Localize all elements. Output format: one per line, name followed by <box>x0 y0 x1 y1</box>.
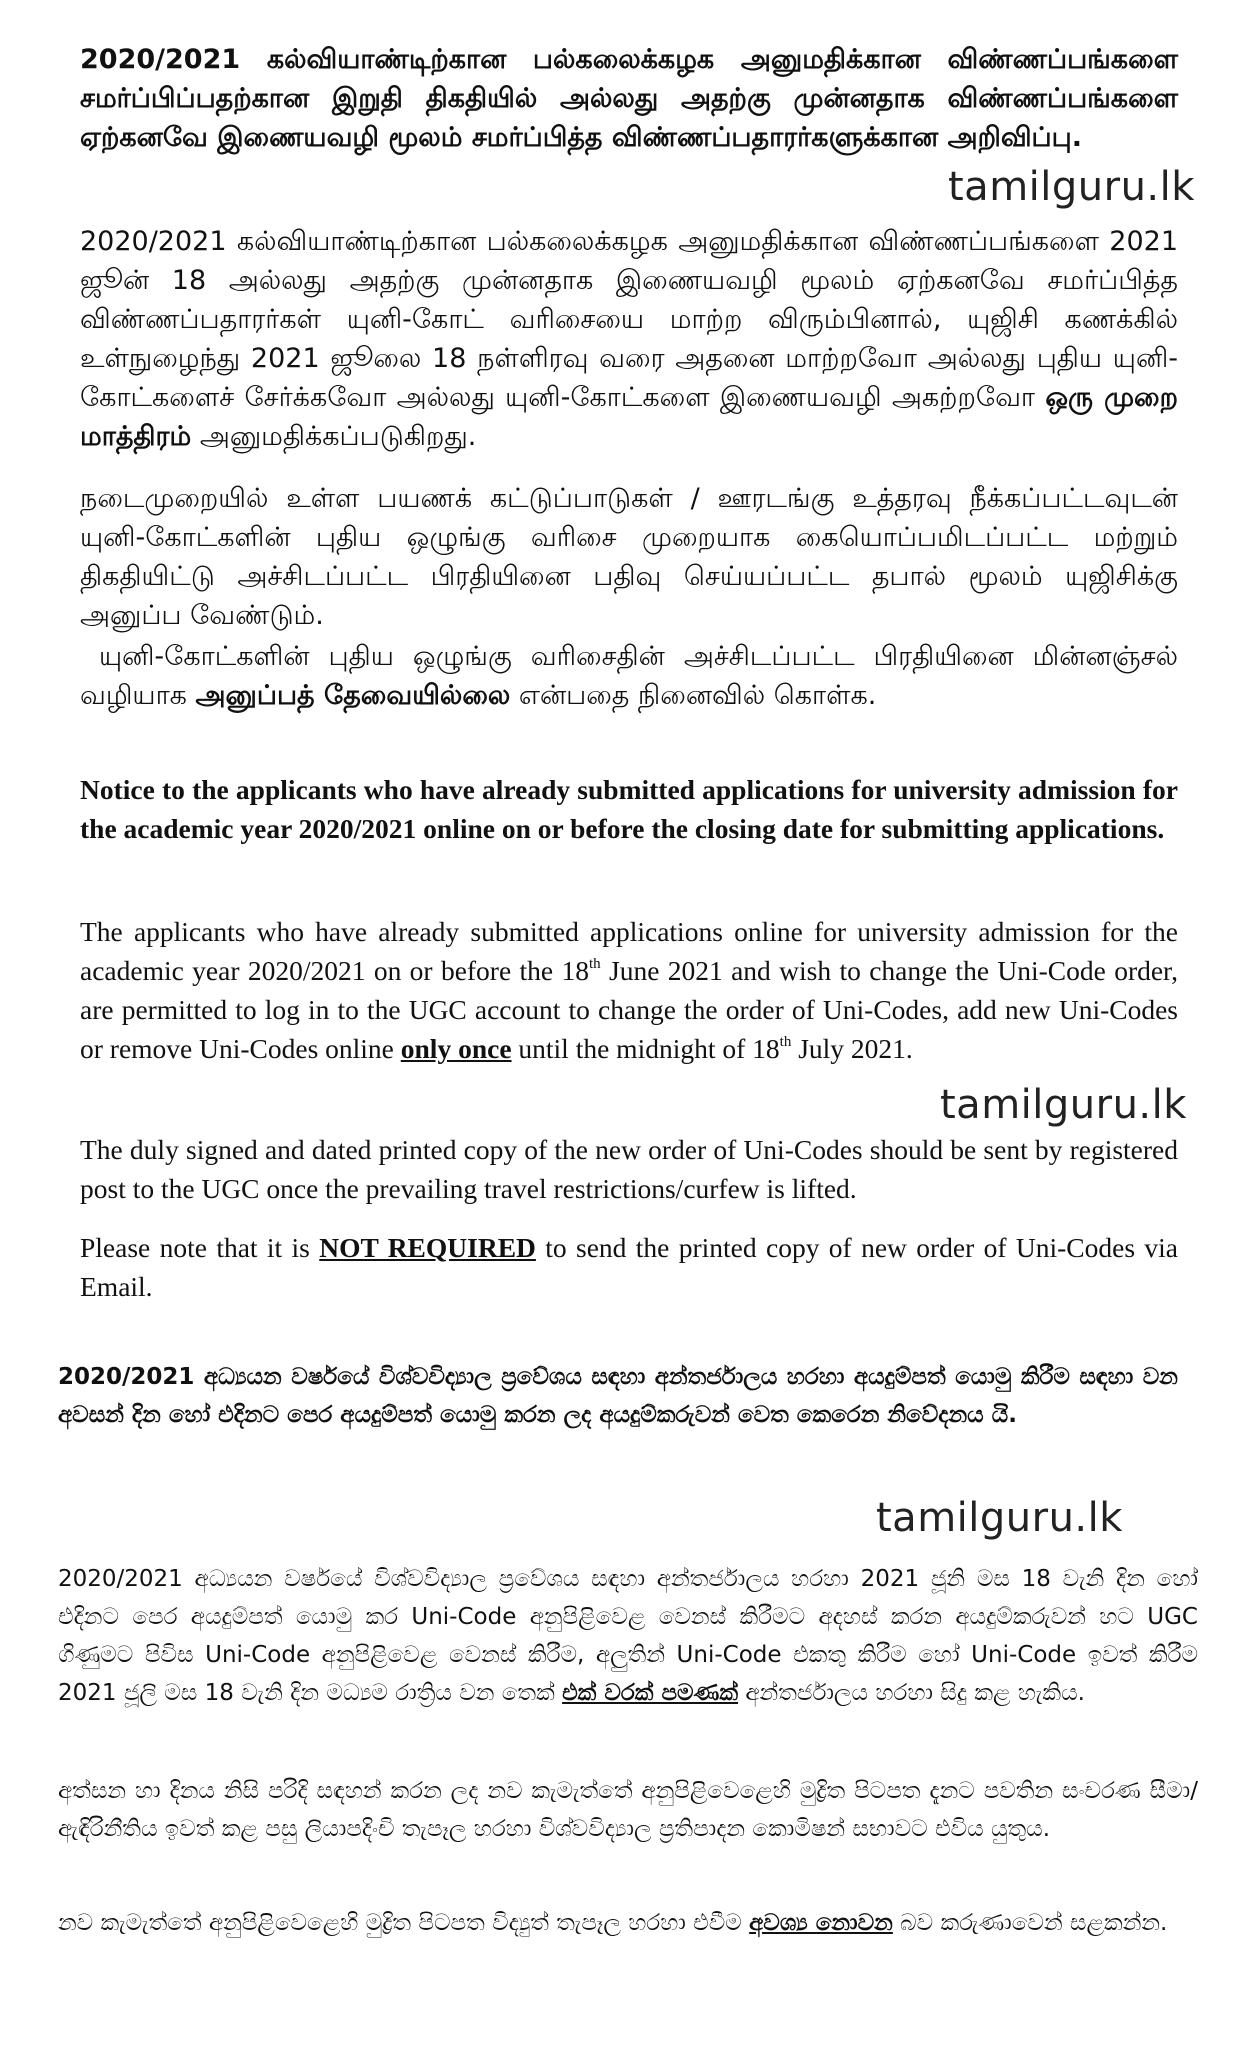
tamil-paragraph-1 <box>80 222 1178 456</box>
tamil-p1-text: 2020/2021 கல்வியாண்டிற்கான பல்கலைக்கழக அனுமதிக்கான விண்ணப்பங்களை 2021 ஜூன் 18 அல்லது அதற்கு முன்னதாக இணையவழி மூலம் ஏற்கனவே சமர்ப்பித்த விண்ணப்பதாரர்கள் யுனி-கோட் வரிசையை மாற்ற விரும்பினால், யுஜிசி கணக்கில் உள்நுழைந்து 2021 ஜூலை 18 நள்ளிரவு வரை அதனை மாற்றவோ அல்லது புதிய யுனி-கோட்களைச் சேர்க்கவோ அல்லது யுனி-கோட்களை இணையவழி அகற்றவோ <box>80 226 1178 413</box>
english-p1-sup-1: th <box>588 955 601 972</box>
sinhala-heading <box>58 1358 1178 1434</box>
sinhala-p3-text: නව කැමැත්තේ අනුපිළිවෙළෙහි මුද්‍රිත පිටපත විද්‍යුත් තැපෑල හරහා එවීම <box>58 1910 742 1936</box>
sinhala-heading-text: 2020/2021 අධ්‍යයන වර්ෂයේ විශ්වවිද්‍යාල ප්‍රවේශය සඳහා අන්තර්ජාලය හරහා අයදුම්පත් යොමු කිරීම සඳහා වන අවසන් දින හෝ එදිනට පෙර අයදුම්පත් යොමු කරන ලද අයදුම්කරුවන් වෙත කෙරෙන නිවේදනය යි. <box>58 1364 1178 1428</box>
english-p1-sup-2: th <box>779 1033 792 1050</box>
english-p1-text-c: until the midnight of 18 <box>511 1033 780 1064</box>
watermark-2: tamilguru.lk <box>940 1082 1187 1128</box>
tamil-p3-text: யுனி-கோட்களின் புதிய ஒழுங்கு வரிசைதின் அச்சிடப்பட்ட பிரதியினை மின்னஞ்சல் வழியாக <box>80 641 1178 711</box>
sinhala-p2-text: අත්සන හා දිනය නිසි පරිදි සඳහන් කරන ලද නව කැමැත්තේ අනුපිළිවෙළෙහි මුද්‍රිත පිටපත දැනට පවතින සංචරණ සීමා/ඇඳිරිනීතිය ඉවත් කළ පසු ලියාපදිංචි තැපෑල හරහා විශ්වවිද්‍යාල ප්‍රතිපාදන කොමිෂන් සභාවට එවිය යුතුය. <box>58 1778 1198 1842</box>
english-p2-text: The duly signed and dated printed copy of the new order of Uni-Codes should be sent by registered post to the UGC once the prevailing travel restrictions/curfew is lifted. <box>80 1134 1178 1204</box>
tamil-p1-emphasis: ஒரு முறை மாத்திரம் <box>80 382 1178 452</box>
english-heading-text: Notice to the applicants who have already submitted applications for university admission for the academic year 2020/2021 online on or before the closing date for submitting applications. <box>80 774 1178 844</box>
tamil-p2-text: நடைமுறையில் உள்ள பயணக் கட்டுப்பாடுகள் / ஊரடங்கு உத்தரவு நீக்கப்பட்டவுடன் யுனி-கோட்களின் புதிய ஒழுங்கு வரிசை முறையாக கையொப்பமிடப்பட்ட மற்றும் திகதியிட்டு அச்சிடப்பட்ட பிரதியினை பதிவு செய்யப்பட்ட தபால் மூலம் யுஜிசிக்கு அனுப்ப வேண்டும். <box>80 483 1178 631</box>
sinhala-paragraph-3 <box>58 1904 1198 1942</box>
english-p1-only-once: only once <box>400 1033 512 1064</box>
tamil-p3-end: என்பதை நினைவில் கொள்க. <box>518 680 877 711</box>
sinhala-p3-end: බව කරුණාවෙන් සළකන්න. <box>900 1910 1168 1936</box>
tamil-paragraph-2 <box>80 479 1178 635</box>
sinhala-p1-end: අන්තර්ජාලය හරහා සිදු කළ හැකිය. <box>745 1680 1085 1706</box>
english-p1-text-d: July 2021. <box>791 1033 913 1064</box>
sinhala-paragraph-1 <box>58 1560 1198 1712</box>
sinhala-p1-emphasis: එක් වරක් පමණක් <box>562 1680 739 1706</box>
english-p3-text-a: Please note that it is <box>80 1232 320 1263</box>
english-p1-text-a: The applicants who have already submitted applications online for university admission for the academic year 2020/2021 on or before the 18 <box>80 916 1178 986</box>
english-paragraph-2 <box>80 1130 1178 1208</box>
tamil-title <box>80 40 1178 157</box>
english-paragraph-3 <box>80 1228 1178 1306</box>
english-heading <box>80 770 1178 848</box>
tamil-p3-emphasis: அனுப்பத் தேவையில்லை <box>195 680 511 711</box>
english-p3-not-required: NOT REQUIRED <box>319 1232 536 1263</box>
watermark-1: tamilguru.lk <box>948 164 1195 210</box>
english-p1-text-b: June 2021 and wish to change the Uni-Code order, are permitted to log in to the UGC account to change the order of Uni-Codes, add new Uni-Codes or remove Uni-Codes online <box>80 955 1178 1064</box>
tamil-p1-end: அனுமதிக்கப்படுகிறது. <box>199 421 477 452</box>
tamil-title-text: 2020/2021 கல்வியாண்டிற்கான பல்கலைக்கழக அனுமதிக்கான விண்ணப்பங்களை சமர்ப்பிப்பதற்கான இறுதி திகதியில் அல்லது அதற்கு முன்னதாக விண்ணப்பங்களை ஏற்கனவே இணையவழி மூலம் சமர்ப்பித்த விண்ணப்பதாரர்களுக்கான அறிவிப்பு. <box>80 44 1178 153</box>
tamil-paragraph-3 <box>80 637 1178 715</box>
english-paragraph-1 <box>80 912 1178 1068</box>
watermark-3: tamilguru.lk <box>876 1495 1123 1541</box>
sinhala-p1-text: 2020/2021 අධ්‍යයන වර්ෂයේ විශ්වවිද්‍යාල ප්‍රවේශය සඳහා අන්තර්ජාලය හරහා 2021 ජූනි මස 18 වැනි දින හෝ එදිනට පෙර අයදුම්පත් යොමු කර Uni-Code අනුපිළිවෙළ වෙනස් කිරීමට අදහස් කරන අයදුම්කරුවන් හට UGC ගිණුමට පිවිස Uni-Code අනුපිළිවෙළ වෙනස් කිරීම, අලුතින් Uni-Code එකතු කිරීම හෝ Uni-Code ඉවත් කිරීම 2021 ජූලි මස 18 වැනි දින මධ්‍යම රාත්‍රිය වන තෙක් <box>58 1566 1198 1706</box>
sinhala-paragraph-2 <box>58 1772 1198 1848</box>
english-p3-text-b: to send the printed copy of new order of Uni-Codes via Email. <box>80 1232 1178 1302</box>
sinhala-p3-emphasis: අවශ්‍ය නොවන <box>749 1910 893 1936</box>
